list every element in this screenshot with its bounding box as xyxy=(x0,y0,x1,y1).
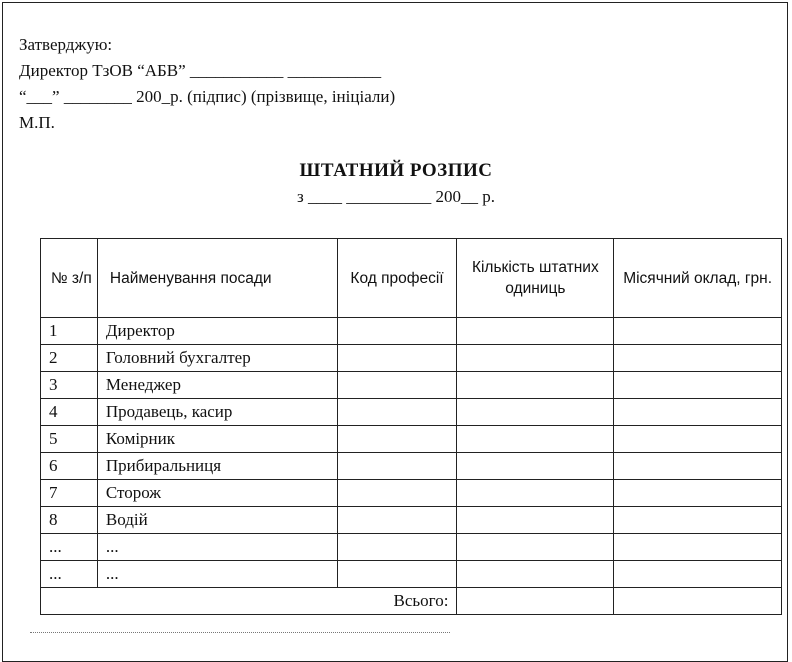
salary-cell xyxy=(614,561,782,588)
position-name: Продавець, касир xyxy=(97,399,337,426)
table-row xyxy=(41,534,782,561)
staff-units-cell xyxy=(457,426,614,453)
salary-cell xyxy=(614,318,782,345)
profession-code-cell xyxy=(337,453,457,480)
row-number: 1 xyxy=(41,318,98,345)
table-header-row xyxy=(41,239,782,318)
position-name: Директор xyxy=(97,318,337,345)
row-number: 7 xyxy=(41,480,98,507)
salary-cell xyxy=(614,426,782,453)
position-name: Сторож xyxy=(97,480,337,507)
staff-units-cell xyxy=(457,534,614,561)
total-staff-units-cell xyxy=(457,588,614,615)
position-name: ... xyxy=(97,534,337,561)
salary-cell xyxy=(614,453,782,480)
salary-cell xyxy=(614,480,782,507)
staff-units-cell xyxy=(457,318,614,345)
staff-units-cell xyxy=(457,372,614,399)
staff-table xyxy=(40,238,782,615)
position-name: ... xyxy=(97,561,337,588)
position-name: Головний бухгалтер xyxy=(97,345,337,372)
staff-units-cell xyxy=(457,453,614,480)
effective-date-line: з ____ __________ 200__ р. xyxy=(297,187,495,206)
position-name: Комірник xyxy=(97,426,337,453)
staff-units-cell xyxy=(457,561,614,588)
total-salary-cell xyxy=(614,588,782,615)
header-position-name: Найменування посади xyxy=(97,239,337,318)
position-name: Водій xyxy=(97,507,337,534)
row-number: 5 xyxy=(41,426,98,453)
row-number: 6 xyxy=(41,453,98,480)
position-name: Менеджер xyxy=(97,372,337,399)
table-row xyxy=(41,345,782,372)
table-row xyxy=(41,372,782,399)
row-number: 2 xyxy=(41,345,98,372)
header-monthly-salary: Місячний оклад, грн. xyxy=(614,239,782,318)
row-number: 3 xyxy=(41,372,98,399)
profession-code-cell xyxy=(337,507,457,534)
header-profession-code: Код професії xyxy=(337,239,457,318)
profession-code-cell xyxy=(337,426,457,453)
row-number: ... xyxy=(41,561,98,588)
table-row xyxy=(41,318,782,345)
table-row xyxy=(41,426,782,453)
row-number: 4 xyxy=(41,399,98,426)
date-signature-line: “___” ________ 200_р. (підпис) (прізвище, ініціали) xyxy=(19,87,396,106)
table-row xyxy=(41,507,782,534)
table-row xyxy=(41,561,782,588)
approval-heading: Затверджую: xyxy=(19,35,113,54)
salary-cell xyxy=(614,372,782,399)
salary-cell xyxy=(614,399,782,426)
profession-code-cell xyxy=(337,480,457,507)
salary-cell xyxy=(614,534,782,561)
seal-placeholder: М.П. xyxy=(19,113,55,132)
profession-code-cell xyxy=(337,372,457,399)
header-staff-units: Кількість штатних одиниць xyxy=(457,239,614,318)
profession-code-cell xyxy=(337,561,457,588)
document-title: ШТАТНИЙ РОЗПИС xyxy=(299,160,493,181)
table-row xyxy=(41,453,782,480)
staff-units-cell xyxy=(457,399,614,426)
profession-code-cell xyxy=(337,534,457,561)
staff-units-cell xyxy=(457,345,614,372)
director-signature-line: Директор ТзОВ “АБВ” ___________ ___________ xyxy=(19,61,382,80)
table-row xyxy=(41,480,782,507)
row-number: ... xyxy=(41,534,98,561)
table-row xyxy=(41,399,782,426)
staff-units-cell xyxy=(457,507,614,534)
total-row xyxy=(41,588,782,615)
cut-off-footer-line xyxy=(30,632,450,637)
approval-block xyxy=(19,32,395,136)
staff-units-cell xyxy=(457,480,614,507)
profession-code-cell xyxy=(337,318,457,345)
salary-cell xyxy=(614,345,782,372)
profession-code-cell xyxy=(337,399,457,426)
salary-cell xyxy=(614,507,782,534)
header-number: № з/п xyxy=(41,239,98,318)
row-number: 8 xyxy=(41,507,98,534)
position-name: Прибиральниця xyxy=(97,453,337,480)
profession-code-cell xyxy=(337,345,457,372)
total-label: Всього: xyxy=(41,588,457,615)
